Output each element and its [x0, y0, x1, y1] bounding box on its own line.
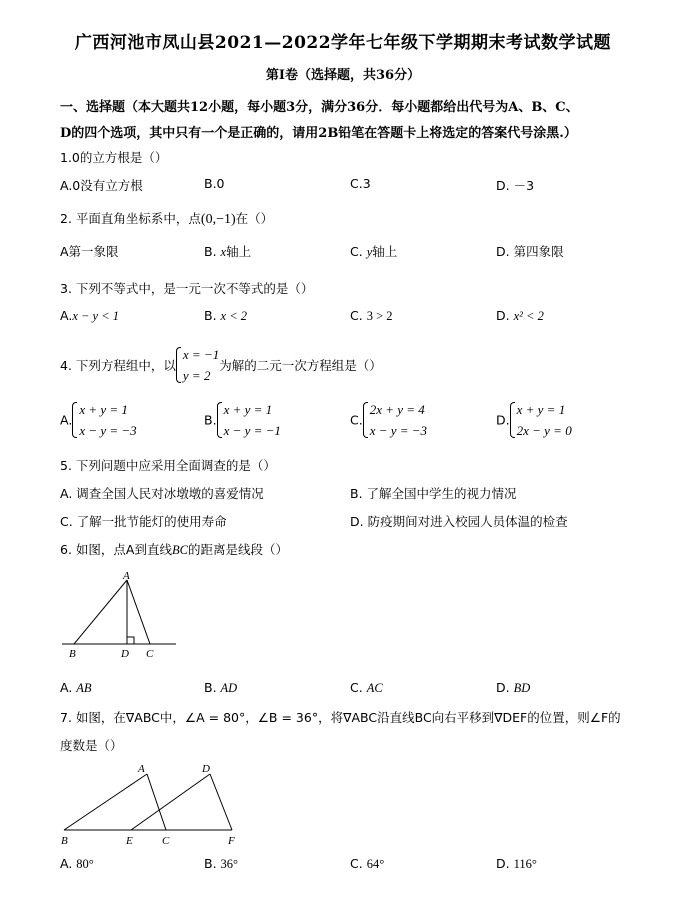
segment-ab [74, 580, 127, 644]
question-6-option-d: D. BD [496, 680, 531, 695]
question-2-point: (0,−1) [200, 212, 236, 227]
point-e-label: E [126, 835, 133, 847]
point-d-label: D [202, 763, 210, 775]
question-2-option-a: A第一象限 [60, 244, 119, 259]
point-c-label: C [162, 835, 170, 847]
question-2-option-c: C. y轴上 [350, 244, 398, 259]
question-7-figure [56, 760, 246, 848]
question-4-solution-system: x = −1 y = 2 [176, 344, 219, 386]
page-title: 广西河池市凤山县2021—2022学年七年级下学期期末考试数学试题 [74, 33, 612, 53]
point-b-label: B [69, 648, 76, 660]
question-5-option-b: B. 了解全国中学生的视力情况 [350, 486, 517, 501]
question-6-option-a: A. AB [60, 680, 92, 695]
question-1-option-a: A.0没有立方根 [60, 178, 143, 193]
question-1-option-d: D. －3 [496, 178, 535, 193]
question-5-option-a: A. 调查全国人民对冰墩墩的喜爱情况 [60, 486, 264, 501]
question-6-stem: 6. 如图，点A到直线BC的距离是线段（） [60, 542, 288, 557]
question-4-option-b: B. x + y = 1 x − y = −1 [204, 399, 281, 441]
question-2-option-b: B. x轴上 [204, 244, 252, 259]
question-3-option-a: A.x − y < 1 [60, 308, 120, 323]
question-7-stem-line1: 7. 如图，在∇ABC中，∠A = 80°，∠B = 36°，将∇ABC沿直线BC向右平移到∇DEF的位置，则∠F的 [60, 710, 621, 725]
question-7-option-b: B. 36° [204, 856, 239, 871]
section-instructions-line2: D的四个选项，其中只有一个是正确的，请用2B铅笔在答题卡上将选定的答案代号涂黑.） [60, 126, 577, 141]
question-4-stem: 4. 下列方程组中，以 x = −1 y = 2 为解的二元一次方程组是（） [60, 344, 382, 386]
question-7-option-a: A. 80° [60, 856, 94, 871]
segment-ac [127, 580, 150, 644]
question-4-option-c: C. 2x + y = 4 x − y = −3 [350, 399, 427, 441]
question-1-option-b: B.0 [204, 176, 225, 191]
segment-df [210, 774, 232, 830]
question-6-option-b: B. AD [204, 680, 238, 695]
segment-ed [131, 774, 210, 830]
question-3-option-b: B. x < 2 [204, 308, 248, 323]
question-2-stem-pre: 2. 平面直角坐标系中，点 [60, 211, 201, 226]
question-1-option-c: C.3 [350, 176, 371, 191]
question-5-option-c: C. 了解一批节能灯的使用寿命 [60, 514, 227, 529]
point-a-label: A [123, 570, 130, 582]
part-subtitle: 第Ⅰ卷（选择题，共36分） [265, 68, 421, 83]
question-7-option-c: C. 64° [350, 856, 385, 871]
segment-ac [147, 774, 166, 830]
question-5-stem: 5. 下列问题中应采用全面调查的是（） [60, 458, 276, 473]
segment-ba [64, 774, 147, 830]
question-6-option-c: C. AC [350, 680, 383, 695]
right-angle-mark [127, 637, 134, 644]
point-a-label: A [138, 763, 145, 775]
question-4-option-a: A. x + y = 1 x − y = −3 [60, 399, 137, 441]
point-d-label: D [121, 648, 129, 660]
point-f-label: F [228, 835, 235, 847]
question-2-option-d: D. 第四象限 [496, 244, 564, 259]
question-3-option-d: D. x² < 2 [496, 308, 544, 323]
question-1-stem: 1.0的立方根是（） [60, 150, 168, 165]
question-4-option-d: D. x + y = 1 2x − y = 0 [496, 399, 572, 441]
point-b-label: B [61, 835, 68, 847]
point-c-label: C [146, 648, 154, 660]
question-2-stem-post: 在（） [235, 211, 274, 226]
question-7-option-d: D. 116° [496, 856, 537, 871]
section-instructions-line1: 一、选择题（本大题共12小题，每小题3分，满分36分．每小题都给出代号为A、B、C、 [60, 100, 579, 115]
question-7-stem-line2: 度数是（） [60, 738, 123, 753]
question-2-stem [60, 209, 273, 228]
question-3-stem: 3. 下列不等式中，是一元一次不等式的是（） [60, 281, 314, 296]
question-6-figure [58, 568, 188, 660]
question-3-option-c: C. 3 > 2 [350, 308, 393, 323]
question-5-option-d: D. 防疫期间对进入校园人员体温的检查 [350, 514, 568, 529]
